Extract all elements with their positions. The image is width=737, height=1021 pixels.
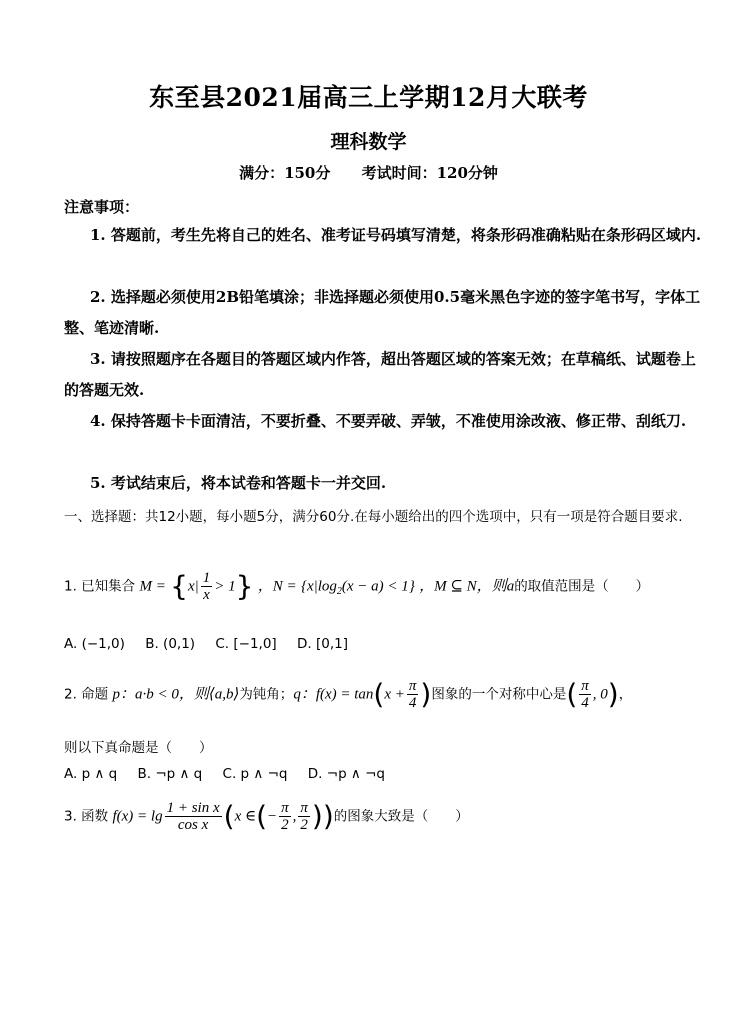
- q2-p: p: [112, 686, 120, 703]
- q1-x: x: [187, 578, 195, 595]
- q1-frac-den: x: [203, 587, 210, 603]
- q2-after: 图象的一个对称中心是: [431, 686, 567, 703]
- q1-set-n: ，N =: [257, 578, 297, 595]
- q1-brace-open-2: {: [300, 578, 307, 595]
- question-1: [64, 570, 714, 603]
- q1-log: x|log: [306, 578, 337, 595]
- q1-log-rest: (x − a) < 1: [341, 578, 409, 595]
- q1-condition: ，M ⊆ N，则: [419, 578, 507, 595]
- q2-q: q: [293, 686, 301, 703]
- q3-x-in: x ∈: [234, 808, 257, 825]
- q2-frac-num: π: [408, 678, 417, 694]
- q1-set-m: M =: [139, 578, 166, 595]
- q1-option-a: A. (−1,0): [64, 636, 125, 652]
- q1-log-sub: 2: [336, 586, 342, 598]
- exam-title: 东至县2021届高三上学期12月大联考: [149, 83, 588, 112]
- q3-paren-close: ): [322, 799, 334, 833]
- exam-subtitle: 理科数学: [330, 131, 407, 153]
- q2-paren-close: ): [420, 677, 432, 711]
- notes-title: 注意事项：: [64, 198, 140, 216]
- q3-upper-den: 2: [300, 817, 308, 833]
- q2-paren-open: (: [373, 677, 385, 711]
- q2-center-fraction: [579, 678, 591, 711]
- q1-option-b: B. (0,1): [145, 636, 196, 652]
- q3-tail: 的图象大致是（ ）: [333, 808, 469, 825]
- q2-option-c: C. p ∧ ¬q: [222, 766, 288, 782]
- q3-lower-den: 2: [281, 817, 289, 833]
- q2-paren-close-2: ): [607, 677, 619, 711]
- q2-option-b: B. ¬p ∧ q: [137, 766, 203, 782]
- q3-frac-den: cos x: [177, 817, 209, 833]
- q1-gt: > 1: [214, 578, 236, 595]
- score-info: 满分：150分: [239, 164, 331, 182]
- q1-tail: 的取值范围是（ ）: [514, 578, 650, 595]
- q1-brace-open: {: [170, 569, 188, 603]
- q3-paren-open: (: [223, 799, 235, 833]
- q3-lead: 3. 函数: [64, 808, 109, 825]
- time-info: 考试时间：120分钟: [361, 164, 498, 182]
- q1-brace-close-2: }: [408, 578, 415, 595]
- q2-line-2: 则以下真命题是（ ）: [64, 740, 213, 756]
- q1-option-c: C. [−1,0]: [215, 636, 277, 652]
- q1-brace-close: }: [235, 569, 254, 603]
- q3-paren-open-2: (: [256, 799, 268, 833]
- q3-upper-num: π: [300, 800, 308, 816]
- q3-paren-close-2: ): [311, 799, 323, 833]
- q2-option-d: D. ¬p ∧ ¬q: [307, 766, 385, 782]
- q2-options: [64, 766, 714, 782]
- note-item-1: 1. 答题前，考生先将自己的姓名、准考证号码填写清楚，将条形码准确粘贴在条形码区域内.: [90, 226, 702, 244]
- q3-lower-fraction: [279, 800, 291, 833]
- q2-option-a: A. p ∧ q: [64, 766, 118, 782]
- q2-center-num: π: [581, 678, 589, 694]
- q1-frac-num: 1: [202, 570, 211, 586]
- q2-paren-open-2: (: [566, 677, 578, 711]
- q2-comma-zero: , 0: [592, 686, 608, 703]
- q1-fraction: [201, 570, 213, 603]
- note-item-5: 5. 考试结束后，将本试卷和答题卡一并交回.: [90, 474, 387, 492]
- q2-lead: 2. 命题: [64, 686, 109, 703]
- q1-bar: |: [194, 578, 199, 595]
- exam-meta: [0, 162, 737, 183]
- q2-end: ，: [618, 686, 633, 703]
- q1-options: [64, 636, 714, 652]
- q2-func: ：f(x) = tan: [300, 686, 374, 703]
- q2-frac-den: 4: [408, 695, 417, 711]
- q2-fraction: [407, 678, 419, 711]
- q3-comma: ,: [292, 808, 297, 825]
- section-heading: 一、选择题：共12小题，每小题5分，满分60分.在每小题给出的四个选项中，只有一项是符合题目要求.: [64, 509, 683, 525]
- question-3: [64, 800, 714, 833]
- q1-option-d: D. [0,1]: [296, 636, 348, 652]
- q3-upper-fraction: [298, 800, 310, 833]
- q2-mid: 为钝角；: [239, 686, 294, 703]
- q1-a: a: [506, 578, 515, 595]
- q3-neg: −: [267, 808, 278, 825]
- q3-frac-num: 1 + sin x: [166, 800, 220, 816]
- note-item-2: 2. 选择题必须使用2B铅笔填涂；非选择题必须使用0.5毫米黑色字迹的签字笔书写，字体工整、笔迹清晰.: [64, 288, 701, 337]
- note-item-3: 3. 请按照题序在各题目的答题区域内作答，超出答题区域的答案无效；在草稿纸、试题卷上的答题无效.: [64, 350, 696, 399]
- question-2: [64, 678, 714, 711]
- q1-number: 1. 已知集合: [64, 578, 136, 595]
- q2-angle: ⟨a,b⟩: [208, 686, 240, 703]
- note-item-4: 4. 保持答题卡卡面清洁，不要折叠、不要弄破、弄皱，不准使用涂改液、修正带、刮纸刀.: [90, 412, 687, 430]
- q2-p-expr: ：a·b < 0，则: [119, 686, 209, 703]
- q3-func: f(x) = lg: [112, 808, 163, 825]
- q3-fraction: [165, 800, 222, 833]
- q3-lower-num: π: [281, 800, 289, 816]
- q2-center-den: 4: [581, 695, 589, 711]
- q2-x-plus: x +: [384, 686, 405, 703]
